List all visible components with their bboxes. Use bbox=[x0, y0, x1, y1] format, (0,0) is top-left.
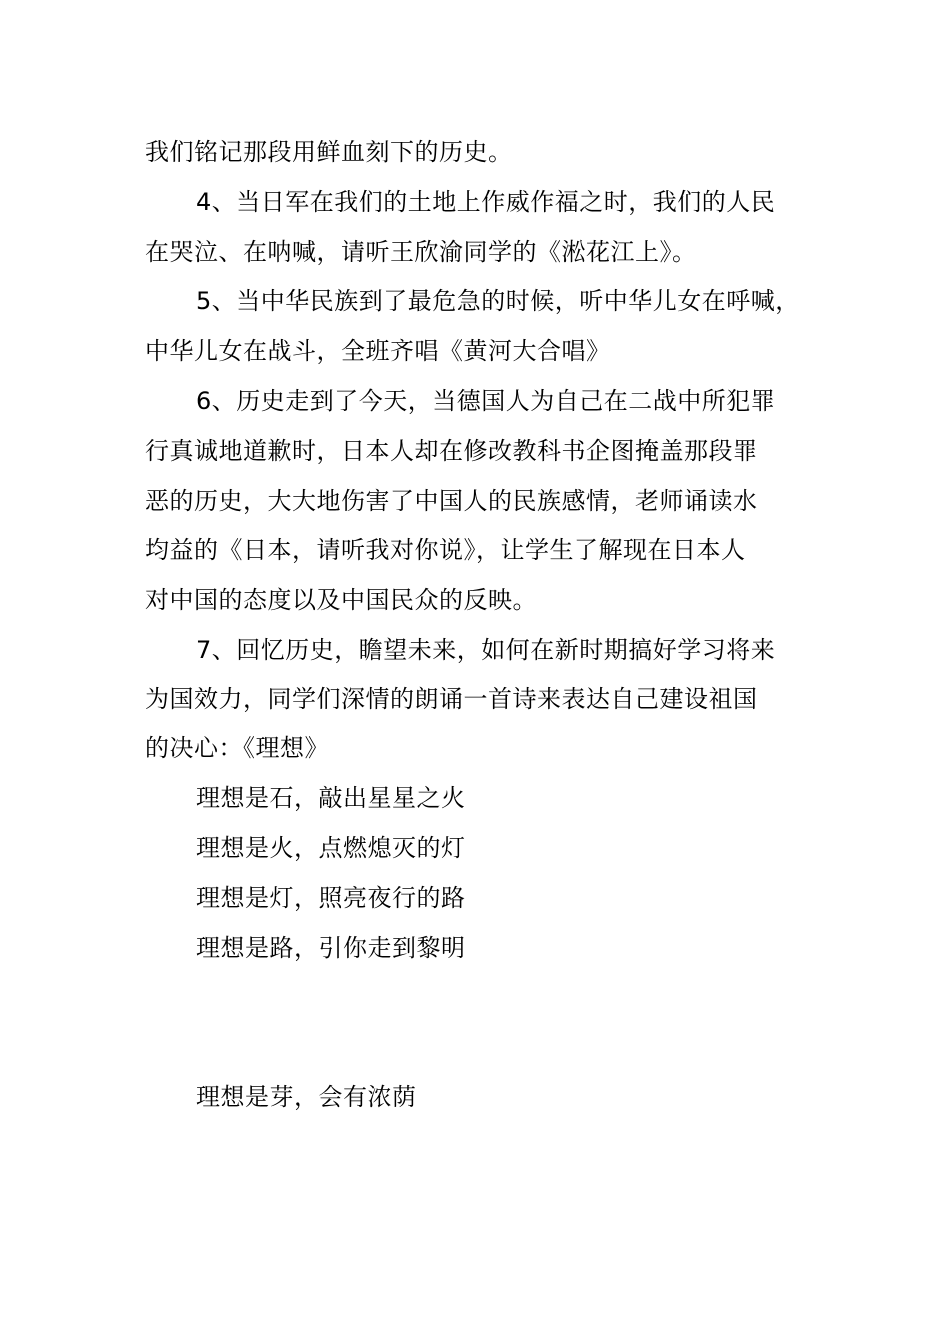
paragraph-line: 6、历史走到了今天，当德国人为自己在二战中所犯罪 bbox=[196, 387, 776, 415]
paragraph-line: 对中国的态度以及中国民众的反映。 bbox=[145, 586, 537, 614]
paragraph-line: 恶的历史，大大地伤害了中国人的民族感情，老师诵读水 bbox=[145, 487, 758, 515]
paragraph-line: 为国效力，同学们深情的朗诵一首诗来表达自己建设祖国 bbox=[145, 685, 758, 713]
poem-line: 理想是灯，照亮夜行的路 bbox=[196, 884, 466, 912]
paragraph-line: 中华儿女在战斗，全班齐唱《黄河大合唱》 bbox=[145, 337, 611, 365]
poem-line: 理想是火，点燃熄灭的灯 bbox=[196, 834, 466, 862]
paragraph-line: 7、回忆历史，瞻望未来，如何在新时期搞好学习将来 bbox=[196, 636, 776, 664]
paragraph-line: 4、当日军在我们的土地上作威作福之时，我们的人民 bbox=[196, 188, 776, 216]
paragraph-line: 我们铭记那段用鲜血刻下的历史。 bbox=[145, 138, 513, 166]
paragraph-line: 在哭泣、在呐喊，请听王欣渝同学的《淞花江上》。 bbox=[145, 238, 697, 266]
paragraph-line: 均益的《日本，请听我对你说》，让学生了解现在日本人 bbox=[145, 536, 746, 564]
paragraph-line: 5、当中华民族到了最危急的时候，听中华儿女在呼喊， bbox=[196, 287, 800, 315]
paragraph-line: 行真诚地道歉时，日本人却在修改教科书企图掩盖那段罪 bbox=[145, 437, 758, 465]
poem-line: 理想是芽，会有浓荫 bbox=[196, 1083, 417, 1111]
poem-line: 理想是石，敲出星星之火 bbox=[196, 784, 466, 812]
paragraph-line: 的决心：《理想》 bbox=[145, 734, 329, 762]
poem-line: 理想是路，引你走到黎明 bbox=[196, 934, 466, 962]
